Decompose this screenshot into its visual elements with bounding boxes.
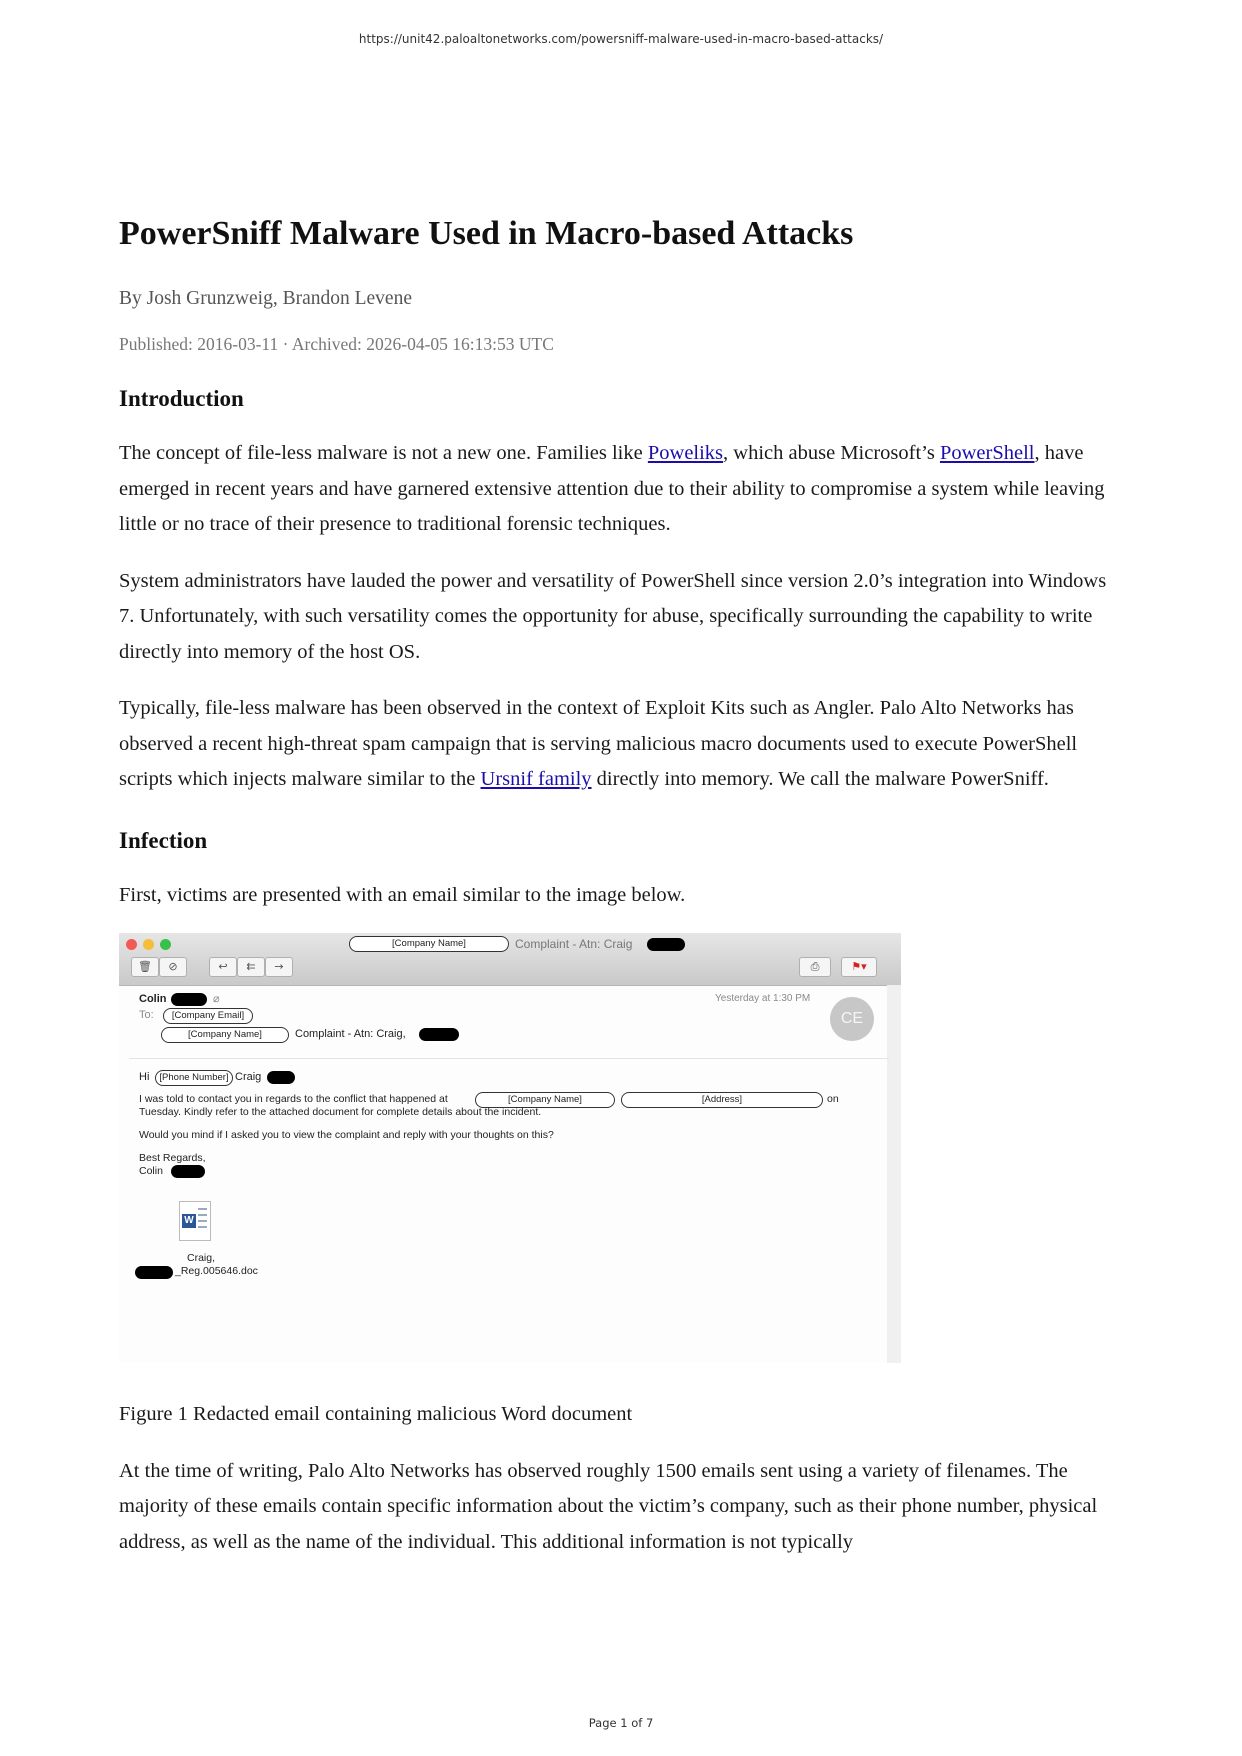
email-screenshot-figure bbox=[119, 933, 901, 1363]
to-label: To: bbox=[139, 1009, 154, 1021]
poweliks-link[interactable]: Poweliks bbox=[647, 442, 724, 464]
phone-number-pill: [Phone Number] bbox=[155, 1070, 233, 1086]
attachment-clip-icon: ⌀ bbox=[213, 993, 220, 1005]
paragraph-2: System administrators have lauded the power and versatility of PowerShell since version 2.0’s integration into Windows 7. Unfortunately, with such versatility comes the opportunity for abuse, specifically surrounding the capability to write directly into memory of the host OS. bbox=[119, 569, 1107, 663]
minimize-window-icon bbox=[143, 939, 154, 950]
paragraph-1 bbox=[119, 436, 1119, 543]
greeting-hi: Hi bbox=[139, 1071, 150, 1083]
body-line-1: I was told to contact you in regards to the conflict that happened at bbox=[139, 1093, 448, 1105]
body-company-name-pill: [Company Name] bbox=[475, 1092, 615, 1108]
redaction-mark bbox=[647, 938, 685, 951]
mail-window-toolbar bbox=[119, 933, 901, 986]
body-line-2: Tuesday. Kindly refer to the attached document for complete details about the incident. bbox=[139, 1106, 542, 1118]
figure-caption: Figure 1 Redacted email containing malicious Word document bbox=[119, 1403, 633, 1425]
paragraph-4: First, victims are presented with an email similar to the image below. bbox=[119, 883, 686, 906]
page-url: https://unit42.paloaltonetworks.com/powersniff-malware-used-in-macro-based-attacks/ bbox=[358, 32, 884, 46]
header-separator bbox=[129, 1058, 889, 1059]
forward-icon: → bbox=[265, 957, 293, 977]
ursnif-family-link[interactable]: Ursnif family bbox=[480, 768, 592, 790]
subject-text: Complaint - Atn: Craig, bbox=[295, 1028, 406, 1040]
paragraph-3 bbox=[119, 691, 1119, 798]
close-window-icon bbox=[126, 939, 137, 950]
window-title-text: Complaint - Atn: Craig bbox=[515, 937, 633, 951]
redaction-mark bbox=[419, 1028, 459, 1041]
article-byline: By Josh Grunzweig, Brandon Levene bbox=[119, 288, 412, 309]
body-on-word: on bbox=[827, 1093, 839, 1105]
junk-icon: ⊘ bbox=[159, 957, 187, 977]
sender-avatar: CE bbox=[830, 997, 874, 1041]
article bbox=[119, 212, 1119, 1560]
redaction-mark bbox=[171, 993, 207, 1006]
paragraph-3-text-b: directly into memory. We call the malware PowerSniff. bbox=[591, 768, 1049, 790]
word-document-icon: W bbox=[179, 1201, 211, 1241]
reply-icon: ↩ bbox=[209, 957, 237, 977]
greeting-name: Craig bbox=[235, 1071, 262, 1083]
body-line-3: Would you mind if I asked you to view the complaint and reply with your thoughts on this? bbox=[139, 1129, 554, 1141]
paragraph-1-text-a: The concept of file-less malware is not a new one. Families like bbox=[119, 442, 648, 464]
reply-all-icon: ⇇ bbox=[237, 957, 265, 977]
zoom-window-icon bbox=[160, 939, 171, 950]
paragraph-3-text-a: Typically, file-less malware has been observed in the context of Exploit Kits such as Angler. Palo Alto Networks has observed a recent high-threat spam campaign that is serving malicious macro documents used to execute PowerShell scripts which injects malware similar to the bbox=[119, 697, 1078, 790]
trash-icon: 🗑 bbox=[131, 957, 159, 977]
redaction-mark bbox=[267, 1071, 295, 1084]
subject-company-name-pill: [Company Name] bbox=[161, 1027, 289, 1043]
body-address-pill: [Address] bbox=[621, 1092, 823, 1108]
mail-scrollbar bbox=[887, 985, 901, 1363]
attachment-name-line-1: Craig, bbox=[187, 1252, 216, 1264]
sender-name: Colin bbox=[139, 993, 167, 1005]
redaction-mark bbox=[171, 1165, 205, 1178]
paragraph-5: At the time of writing, Palo Alto Networks has observed roughly 1500 emails sent using a variety of filenames. The majority of these emails contain specific information about the victim’s company, such as their phone number, physical address, as well as the name of the individual. This additional information is not typically bbox=[119, 1459, 1098, 1553]
title-company-name-pill: [Company Name] bbox=[349, 936, 509, 952]
article-title: PowerSniff Malware Used in Macro-based Attacks bbox=[119, 215, 854, 252]
article-meta: Published: 2016-03-11 · Archived: 2026-04-05 16:13:53 UTC bbox=[119, 334, 554, 354]
signoff-name: Colin bbox=[139, 1165, 163, 1177]
flag-icon: ⚑▾ bbox=[841, 957, 877, 977]
redaction-mark bbox=[135, 1266, 173, 1279]
section-heading-introduction: Introduction bbox=[119, 386, 244, 411]
page-number: Page 1 of 7 bbox=[588, 1716, 654, 1730]
print-icon: ⎙ bbox=[799, 957, 831, 977]
signoff-regards: Best Regards, bbox=[139, 1152, 206, 1164]
section-heading-infection: Infection bbox=[119, 827, 208, 853]
received-date: Yesterday at 1:30 PM bbox=[715, 993, 811, 1004]
paragraph-1-text-b: , which abuse Microsoft’s bbox=[723, 442, 940, 464]
paragraph-1-text-c: , have emerged in recent years and have garnered extensive attention due to their ability to compromise a system while leaving little or no trace of their presence to traditional forensic techniques. bbox=[119, 442, 1105, 535]
attachment-name-line-2: _Reg.005646.doc bbox=[175, 1265, 258, 1277]
powershell-link[interactable]: PowerShell bbox=[939, 442, 1035, 464]
to-company-email-pill: [Company Email] bbox=[163, 1008, 253, 1024]
